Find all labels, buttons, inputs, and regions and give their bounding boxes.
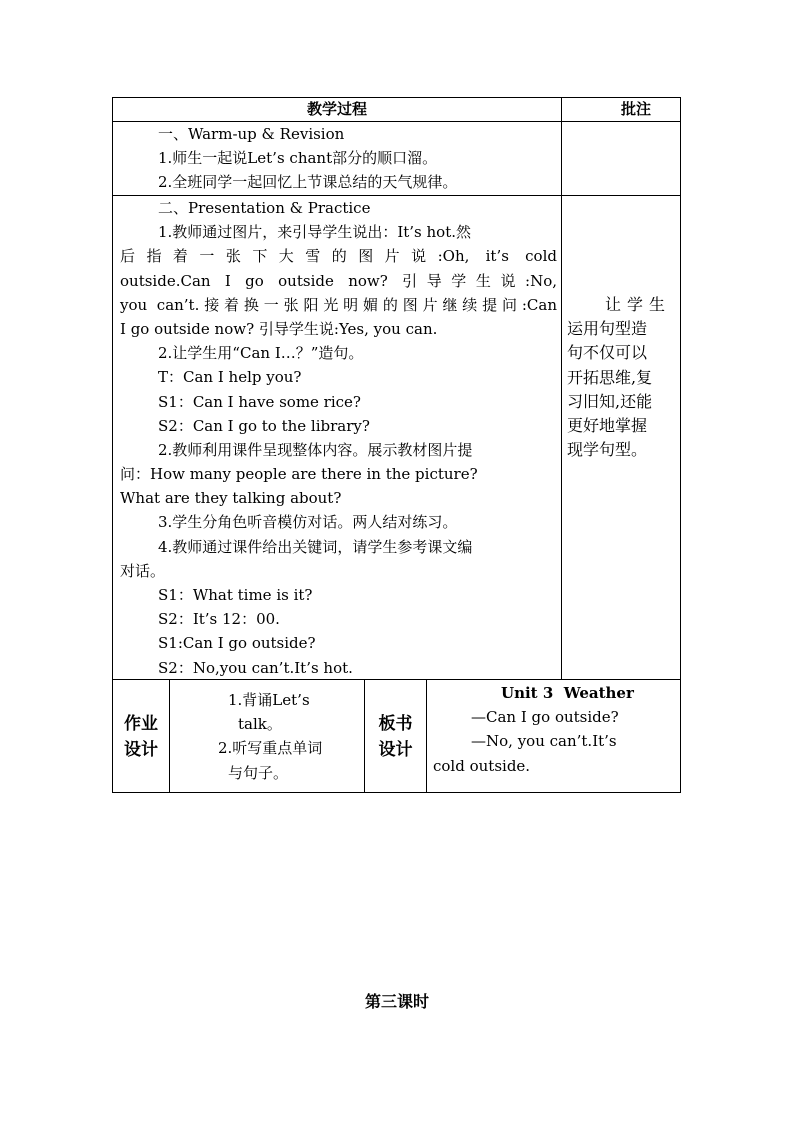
board-label-divider bbox=[426, 679, 427, 793]
lesson-title: 第三课时 bbox=[364, 992, 429, 1011]
homework-label-line: 作业 bbox=[124, 714, 158, 734]
board-label-line: 设计 bbox=[378, 740, 413, 760]
text-line: S2：It’s 12：00. bbox=[158, 610, 280, 629]
section-presentation-title: 二、Presentation & Practice bbox=[158, 199, 371, 217]
header-process: 教学过程 bbox=[306, 100, 367, 118]
text-line: S1:Can I go outside? bbox=[158, 634, 316, 653]
note-line: 让学生 bbox=[605, 295, 672, 314]
text-line: T：Can I help you? bbox=[158, 368, 302, 387]
homework-line: 与句子。 bbox=[228, 763, 289, 782]
table-border-left bbox=[112, 97, 113, 793]
text-line: 2.教师利用课件呈现整体内容。展示教材图片提 bbox=[158, 440, 473, 459]
board-line: —No, you can’t.It’s bbox=[471, 732, 617, 751]
board-title: Unit 3 Weather bbox=[501, 684, 634, 702]
board-label-line: 板书 bbox=[378, 714, 413, 734]
text-line: 对话。 bbox=[120, 561, 166, 580]
homework-line: 2.听写重点单词 bbox=[218, 739, 323, 758]
section-presentation bbox=[120, 196, 557, 680]
text-line: S1：What time is it? bbox=[158, 586, 313, 604]
notes-content bbox=[567, 293, 677, 462]
homework-label-line: 设计 bbox=[124, 740, 158, 760]
note-line: 句不仅可以 bbox=[567, 343, 648, 363]
homework-label bbox=[113, 711, 169, 763]
note-line: 运用句型造 bbox=[567, 319, 648, 339]
text-line: 问：How many people are there in the picture? bbox=[120, 465, 478, 484]
text-line: you can’t.接着换一张阳光明媚的图片继续提问:Can bbox=[120, 295, 557, 314]
header-notes: 批注 bbox=[621, 100, 652, 118]
text-line: 1.师生一起说Let’s chant部分的顺口溜。 bbox=[158, 149, 438, 168]
table-border-bottom bbox=[112, 792, 681, 793]
board-line: —Can I go outside? bbox=[471, 708, 619, 727]
text-line: 1.教师通过图片，来引导学生说出：It’s hot.然 bbox=[158, 223, 471, 242]
note-line: 习旧知,还能 bbox=[567, 391, 653, 411]
text-line: S2：No,you can’t.It’s hot. bbox=[158, 658, 353, 677]
text-line: S1：Can I have some rice? bbox=[158, 392, 361, 411]
note-line: 更好地掌握 bbox=[567, 415, 648, 435]
board-content bbox=[433, 681, 677, 778]
text-line: What are they talking about? bbox=[120, 489, 342, 508]
notes-column-divider bbox=[561, 97, 562, 680]
text-line: 4.教师通过课件给出关键词，请学生参考课文编 bbox=[158, 537, 473, 556]
board-label bbox=[365, 711, 426, 763]
text-line: S2：Can I go to the library? bbox=[158, 416, 370, 435]
text-line: 3.学生分角色听音模仿对话。两人结对练习。 bbox=[158, 513, 458, 532]
note-line: 现学句型。 bbox=[567, 440, 648, 460]
section-warm-up bbox=[120, 122, 556, 195]
homework-content bbox=[176, 688, 360, 785]
board-line: cold outside. bbox=[433, 756, 531, 775]
text-line: 2.让学生用“Can I…？”造句。 bbox=[158, 344, 364, 363]
text-line: 后指着一张下大雪的图片说:Oh, it’s cold bbox=[120, 247, 557, 266]
text-line: 2.全班同学一起回忆上节课总结的天气规律。 bbox=[158, 173, 458, 192]
note-line: 开拓思维,复 bbox=[567, 367, 653, 387]
table-border-right bbox=[680, 97, 681, 793]
text-line: outside.Can I go outside now? 引导学生说:No, bbox=[120, 271, 557, 290]
homework-line: 1.背诵Let’s bbox=[228, 691, 310, 709]
text-line: I go outside now? 引导学生说:Yes, you can. bbox=[120, 319, 438, 338]
section-warm-up-title: 一、Warm-up & Revision bbox=[158, 125, 345, 143]
homework-line: talk。 bbox=[238, 715, 282, 734]
homework-label-divider bbox=[169, 679, 170, 793]
